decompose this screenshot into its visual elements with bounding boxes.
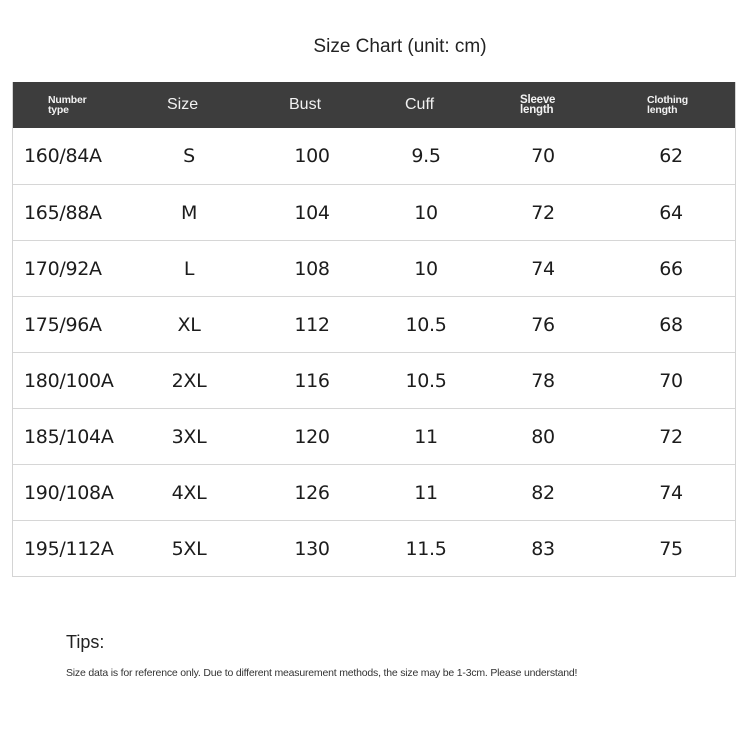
cell-clothing-length: 72: [659, 425, 683, 448]
cell-clothing-length: 75: [659, 537, 683, 560]
cell-cuff: 10.5: [405, 369, 447, 392]
cell-bust: 112: [294, 313, 330, 336]
tips-text: Size data is for reference only. Due to different measurement methods, the size may be 1-3cm. Please understand!: [66, 667, 578, 679]
cell-bust: 126: [294, 481, 330, 504]
cell-sleeve-length: 76: [531, 313, 555, 336]
cell-bust: 100: [294, 144, 330, 167]
cell-clothing-length: 66: [659, 257, 683, 280]
cell-number-type: 190/108A: [24, 481, 114, 504]
cell-size: M: [180, 201, 198, 224]
cell-cuff: 11: [414, 425, 438, 448]
header-sleeve-length: Sleeve length: [520, 94, 556, 116]
header-cuff: Cuff: [405, 96, 435, 113]
cell-number-type: 195/112A: [24, 537, 114, 560]
cell-size: S: [183, 144, 195, 167]
cell-number-type: 180/100A: [24, 369, 114, 392]
cell-sleeve-length: 78: [531, 369, 555, 392]
cell-cuff: 10: [414, 257, 438, 280]
table-header: [13, 82, 735, 128]
cell-cuff: 11.5: [405, 537, 447, 560]
cell-clothing-length: 62: [659, 144, 683, 167]
header-bust: Bust: [289, 96, 322, 113]
cell-bust: 116: [294, 369, 330, 392]
cell-cuff: 10.5: [405, 313, 447, 336]
cell-bust: 108: [294, 257, 330, 280]
cell-size: 4XL: [171, 481, 207, 504]
cell-number-type: 165/88A: [24, 201, 102, 224]
cell-size: 5XL: [171, 537, 207, 560]
table-body: [13, 128, 735, 576]
table-row: [13, 408, 735, 464]
cell-sleeve-length: 82: [531, 481, 555, 504]
page-title: Size Chart (unit: cm): [313, 36, 487, 57]
tips-title: Tips:: [66, 632, 105, 652]
table-row: [13, 240, 735, 296]
cell-number-type: 175/96A: [24, 313, 102, 336]
cell-number-type: 185/104A: [24, 425, 114, 448]
cell-clothing-length: 70: [659, 369, 683, 392]
cell-sleeve-length: 83: [531, 537, 555, 560]
cell-sleeve-length: 74: [531, 257, 555, 280]
cell-cuff: 9.5: [411, 144, 441, 167]
table-row: [13, 352, 735, 408]
header-clothing-length: Clothing length: [647, 94, 688, 116]
table-row: [13, 464, 735, 520]
table-row: [13, 128, 735, 184]
cell-bust: 104: [294, 201, 330, 224]
table-row: [13, 520, 735, 576]
cell-clothing-length: 64: [659, 201, 683, 224]
table-row: [13, 296, 735, 352]
size-chart-table: [12, 82, 736, 577]
cell-sleeve-length: 80: [531, 425, 555, 448]
cell-size: 3XL: [171, 425, 207, 448]
table-row: [13, 184, 735, 240]
cell-number-type: 170/92A: [24, 257, 102, 280]
cell-bust: 130: [294, 537, 330, 560]
cell-sleeve-length: 70: [531, 144, 555, 167]
cell-clothing-length: 68: [659, 313, 683, 336]
cell-sleeve-length: 72: [531, 201, 555, 224]
cell-size: L: [183, 257, 195, 280]
cell-cuff: 10: [414, 201, 438, 224]
cell-bust: 120: [294, 425, 330, 448]
cell-number-type: 160/84A: [24, 144, 102, 167]
cell-clothing-length: 74: [659, 481, 683, 504]
cell-size: 2XL: [171, 369, 207, 392]
cell-size: XL: [177, 313, 201, 336]
header-number-type: Number type: [48, 94, 87, 116]
cell-cuff: 11: [414, 481, 438, 504]
header-size: Size: [167, 96, 199, 113]
